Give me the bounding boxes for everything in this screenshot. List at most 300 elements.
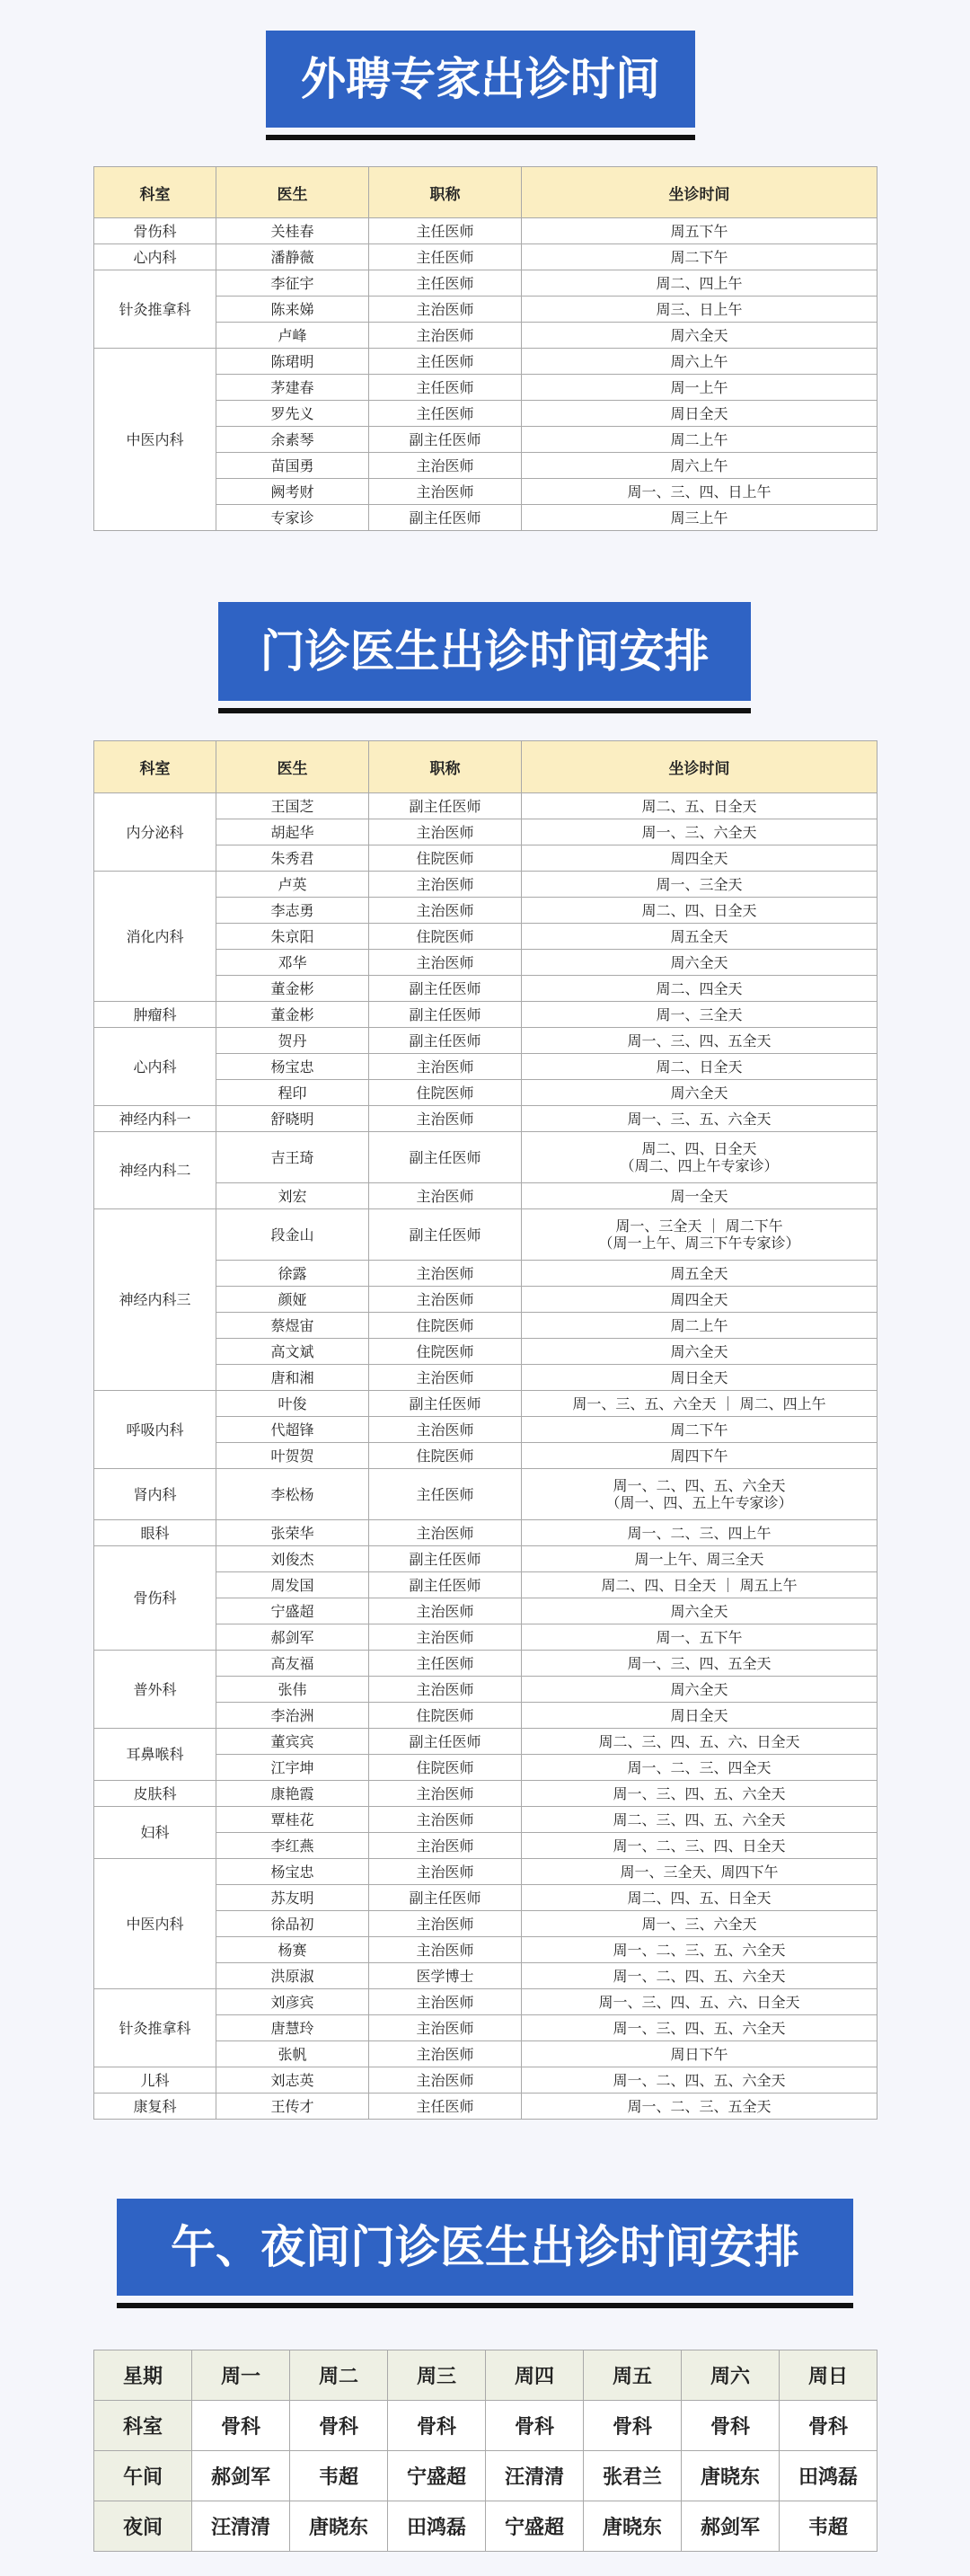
time-primary: 周一、三、五、六全天 ｜ 周二、四上午 bbox=[572, 1394, 826, 1412]
time-note: （周二、四上午专家诊） bbox=[620, 1157, 779, 1174]
time-primary: 周一、三、四、五全天 bbox=[627, 1654, 772, 1672]
time-cell bbox=[522, 1391, 877, 1417]
time-primary: 周一上午、周三全天 bbox=[634, 1550, 764, 1568]
title-cell: 主治医师 bbox=[369, 872, 522, 898]
time-cell bbox=[522, 1417, 877, 1443]
title-cell: 主任医师 bbox=[369, 375, 522, 401]
schedule-cell: 汪清清 bbox=[486, 2451, 584, 2501]
doctor-cell: 贺丹 bbox=[216, 1028, 369, 1054]
time-cell bbox=[522, 2067, 877, 2094]
time-cell bbox=[522, 1002, 877, 1028]
title-cell: 副主任医师 bbox=[369, 1885, 522, 1911]
schedule-cell: 骨科 bbox=[682, 2401, 780, 2451]
table-row bbox=[94, 2451, 877, 2501]
time-primary: 周一、三全天 bbox=[656, 875, 743, 893]
title-cell: 住院医师 bbox=[369, 1703, 522, 1729]
dept-cell: 骨伤科 bbox=[94, 218, 216, 244]
time-cell bbox=[522, 1781, 877, 1807]
header-dept: 科室 bbox=[94, 167, 216, 218]
title-cell: 主治医师 bbox=[369, 819, 522, 845]
table-row bbox=[94, 1546, 877, 1572]
time-primary: 周一、三全天 bbox=[656, 1005, 743, 1023]
time-primary: 周六全天 bbox=[670, 953, 728, 971]
dept-cell: 普外科 bbox=[94, 1651, 216, 1729]
doctor-cell: 唐慧玲 bbox=[216, 2015, 369, 2041]
doctor-cell: 覃桂花 bbox=[216, 1807, 369, 1833]
row-label: 午间 bbox=[94, 2451, 192, 2501]
time-primary: 周二下午 bbox=[670, 1421, 728, 1438]
schedule-cell: 骨科 bbox=[486, 2401, 584, 2451]
schedule-cell: 张君兰 bbox=[584, 2451, 682, 2501]
section3-underline bbox=[117, 2303, 853, 2308]
time-cell: 周三、日上午 bbox=[522, 297, 877, 323]
title-cell: 主治医师 bbox=[369, 1183, 522, 1209]
dept-cell: 神经内科三 bbox=[94, 1209, 216, 1391]
time-primary: 周一、三、六全天 bbox=[641, 1915, 757, 1933]
doctor-cell: 潘静薇 bbox=[216, 244, 369, 270]
title-cell: 主治医师 bbox=[369, 1781, 522, 1807]
time-cell bbox=[522, 793, 877, 819]
title-cell: 主治医师 bbox=[369, 2041, 522, 2067]
title-cell: 主治医师 bbox=[369, 323, 522, 349]
doctor-cell: 李松杨 bbox=[216, 1469, 369, 1520]
doctor-cell: 郝剑军 bbox=[216, 1624, 369, 1651]
dept-cell: 中医内科 bbox=[94, 1859, 216, 1989]
header-time: 坐诊时间 bbox=[522, 167, 877, 218]
title-cell: 主治医师 bbox=[369, 297, 522, 323]
time-cell: 周一上午 bbox=[522, 375, 877, 401]
dept-cell: 康复科 bbox=[94, 2094, 216, 2120]
doctor-cell: 专家诊 bbox=[216, 505, 369, 531]
schedule-cell: 唐晓东 bbox=[682, 2451, 780, 2501]
dept-cell: 内分泌科 bbox=[94, 793, 216, 872]
time-primary: 周六全天 bbox=[670, 1680, 728, 1698]
outpatient-schedule-table bbox=[93, 740, 877, 2120]
time-primary: 周一、二、四、五、六全天 bbox=[613, 2071, 786, 2089]
section2-banner bbox=[218, 602, 751, 701]
doctor-cell: 蔡煜宙 bbox=[216, 1313, 369, 1339]
doctor-cell: 江宇坤 bbox=[216, 1755, 369, 1781]
table-row bbox=[94, 872, 877, 898]
dept-cell: 肾内科 bbox=[94, 1469, 216, 1520]
time-primary: 周二、四全天 bbox=[656, 979, 743, 997]
header-title: 职称 bbox=[369, 741, 522, 793]
time-cell bbox=[522, 872, 877, 898]
title-cell: 主任医师 bbox=[369, 1469, 522, 1520]
time-primary: 周一、三、五、六全天 bbox=[627, 1110, 772, 1128]
doctor-cell: 叶俊 bbox=[216, 1391, 369, 1417]
title-cell: 主任医师 bbox=[369, 1651, 522, 1677]
title-cell: 副主任医师 bbox=[369, 1132, 522, 1183]
title-cell: 主治医师 bbox=[369, 453, 522, 479]
doctor-cell: 苏友明 bbox=[216, 1885, 369, 1911]
time-primary: 周二、五、日全天 bbox=[641, 797, 757, 815]
header-time: 坐诊时间 bbox=[522, 741, 877, 793]
time-cell: 周六全天 bbox=[522, 323, 877, 349]
time-cell bbox=[522, 1937, 877, 1963]
title-cell: 主治医师 bbox=[369, 1624, 522, 1651]
time-primary: 周四下午 bbox=[670, 1447, 728, 1465]
time-primary: 周一、三、六全天 bbox=[641, 823, 757, 841]
time-cell: 周六上午 bbox=[522, 349, 877, 375]
section2-underline bbox=[218, 708, 751, 713]
schedule-cell: 骨科 bbox=[388, 2401, 486, 2451]
doctor-cell: 杨宝忠 bbox=[216, 1859, 369, 1885]
schedule-cell: 唐晓东 bbox=[290, 2501, 388, 2552]
dept-cell: 妇科 bbox=[94, 1807, 216, 1859]
doctor-cell: 陈来娣 bbox=[216, 297, 369, 323]
time-primary: 周日全天 bbox=[670, 1368, 728, 1386]
title-cell: 主治医师 bbox=[369, 1598, 522, 1624]
time-cell bbox=[522, 1287, 877, 1313]
table-row bbox=[94, 244, 877, 270]
title-cell: 副主任医师 bbox=[369, 427, 522, 453]
doctor-cell: 董金彬 bbox=[216, 1002, 369, 1028]
doctor-cell: 阙考财 bbox=[216, 479, 369, 505]
title-cell: 主任医师 bbox=[369, 244, 522, 270]
title-cell: 住院医师 bbox=[369, 845, 522, 872]
header-thursday: 周四 bbox=[486, 2350, 584, 2401]
time-primary: 周一、三、四、五、六、日全天 bbox=[598, 1993, 800, 2011]
doctor-cell: 段金山 bbox=[216, 1209, 369, 1261]
title-cell: 主治医师 bbox=[369, 898, 522, 924]
time-cell: 周日全天 bbox=[522, 401, 877, 427]
time-cell bbox=[522, 1339, 877, 1365]
doctor-cell: 杨宝忠 bbox=[216, 1054, 369, 1080]
doctor-cell: 吉王琦 bbox=[216, 1132, 369, 1183]
title-cell: 副主任医师 bbox=[369, 1209, 522, 1261]
doctor-cell: 代超锋 bbox=[216, 1417, 369, 1443]
section3-title: 午、夜间门诊医生出诊时间安排 bbox=[171, 2221, 799, 2273]
table-row bbox=[94, 1209, 877, 1261]
time-cell bbox=[522, 1963, 877, 1989]
doctor-cell: 刘志英 bbox=[216, 2067, 369, 2094]
schedule-cell: 郝剑军 bbox=[682, 2501, 780, 2552]
time-cell: 周三上午 bbox=[522, 505, 877, 531]
header-wednesday: 周三 bbox=[388, 2350, 486, 2401]
doctor-cell: 李治洲 bbox=[216, 1703, 369, 1729]
title-cell: 主治医师 bbox=[369, 1365, 522, 1391]
title-cell: 主治医师 bbox=[369, 1989, 522, 2015]
dept-cell: 中医内科 bbox=[94, 349, 216, 531]
title-cell: 主治医师 bbox=[369, 1911, 522, 1937]
table-row bbox=[94, 218, 877, 244]
time-cell bbox=[522, 1807, 877, 1833]
schedule-cell: 宁盛超 bbox=[486, 2501, 584, 2552]
expert-schedule-table bbox=[93, 166, 877, 531]
title-cell: 副主任医师 bbox=[369, 505, 522, 531]
doctor-cell: 罗先义 bbox=[216, 401, 369, 427]
schedule-cell: 郝剑军 bbox=[192, 2451, 290, 2501]
time-cell bbox=[522, 1572, 877, 1598]
time-cell bbox=[522, 1546, 877, 1572]
header-friday: 周五 bbox=[584, 2350, 682, 2401]
schedule-cell: 韦超 bbox=[290, 2451, 388, 2501]
title-cell: 副主任医师 bbox=[369, 1028, 522, 1054]
time-cell bbox=[522, 1755, 877, 1781]
title-cell: 副主任医师 bbox=[369, 1729, 522, 1755]
time-primary: 周一、三全天 ｜ 周二下午 bbox=[615, 1217, 783, 1235]
time-cell bbox=[522, 1054, 877, 1080]
title-cell: 主治医师 bbox=[369, 1054, 522, 1080]
time-primary: 周一、二、三、四上午 bbox=[627, 1524, 772, 1542]
title-cell: 副主任医师 bbox=[369, 1546, 522, 1572]
doctor-cell: 余素琴 bbox=[216, 427, 369, 453]
title-cell: 副主任医师 bbox=[369, 976, 522, 1002]
title-cell: 主治医师 bbox=[369, 1287, 522, 1313]
time-cell bbox=[522, 1598, 877, 1624]
time-cell bbox=[522, 819, 877, 845]
time-cell bbox=[522, 2015, 877, 2041]
time-cell: 周二上午 bbox=[522, 427, 877, 453]
time-primary: 周五全天 bbox=[670, 927, 728, 945]
section1-title: 外聘专家出诊时间 bbox=[301, 53, 660, 105]
dept-cell: 心内科 bbox=[94, 1028, 216, 1106]
time-cell bbox=[522, 1729, 877, 1755]
doctor-cell: 董金彬 bbox=[216, 976, 369, 1002]
time-primary: 周六全天 bbox=[670, 1342, 728, 1360]
title-cell: 主任医师 bbox=[369, 2094, 522, 2120]
time-primary: 周二、四、五、日全天 bbox=[627, 1889, 772, 1907]
doctor-cell: 徐品初 bbox=[216, 1911, 369, 1937]
time-cell bbox=[522, 924, 877, 950]
doctor-cell: 陈珺明 bbox=[216, 349, 369, 375]
time-primary: 周一、二、四、五、六全天 bbox=[613, 1967, 786, 1985]
table-row bbox=[94, 1106, 877, 1132]
time-primary: 周日全天 bbox=[670, 1706, 728, 1724]
time-cell: 周一、三、四、日上午 bbox=[522, 479, 877, 505]
schedule-cell: 田鸿磊 bbox=[388, 2501, 486, 2552]
time-primary: 周二、三、四、五、六全天 bbox=[613, 1810, 786, 1828]
time-primary: 周一、二、四、五、六全天 bbox=[613, 1477, 786, 1494]
header-doctor: 医生 bbox=[216, 167, 369, 218]
schedule-cell: 宁盛超 bbox=[388, 2451, 486, 2501]
title-cell: 主治医师 bbox=[369, 1417, 522, 1443]
dept-cell: 针灸推拿科 bbox=[94, 1989, 216, 2067]
time-cell: 周二、四上午 bbox=[522, 270, 877, 297]
doctor-cell: 张荣华 bbox=[216, 1520, 369, 1546]
time-cell bbox=[522, 1443, 877, 1469]
time-cell bbox=[522, 1313, 877, 1339]
time-cell bbox=[522, 2094, 877, 2120]
doctor-cell: 刘宏 bbox=[216, 1183, 369, 1209]
title-cell: 主治医师 bbox=[369, 479, 522, 505]
schedule-cell: 田鸿磊 bbox=[780, 2451, 877, 2501]
time-primary: 周一全天 bbox=[670, 1187, 728, 1205]
time-cell bbox=[522, 1651, 877, 1677]
title-cell: 住院医师 bbox=[369, 1339, 522, 1365]
section3-banner bbox=[117, 2199, 853, 2296]
doctor-cell: 颜娅 bbox=[216, 1287, 369, 1313]
time-primary: 周一、三、四、五全天 bbox=[627, 1031, 772, 1049]
doctor-cell: 关桂春 bbox=[216, 218, 369, 244]
table-row bbox=[94, 1469, 877, 1520]
time-cell: 周五下午 bbox=[522, 218, 877, 244]
doctor-cell: 李红燕 bbox=[216, 1833, 369, 1859]
doctor-cell: 唐和湘 bbox=[216, 1365, 369, 1391]
time-cell bbox=[522, 1080, 877, 1106]
doctor-cell: 张帆 bbox=[216, 2041, 369, 2067]
header-dept: 科室 bbox=[94, 741, 216, 793]
time-cell bbox=[522, 898, 877, 924]
time-cell bbox=[522, 1209, 877, 1261]
schedule-cell: 骨科 bbox=[192, 2401, 290, 2451]
table-row bbox=[94, 1028, 877, 1054]
time-cell bbox=[522, 1703, 877, 1729]
time-cell bbox=[522, 950, 877, 976]
table-row bbox=[94, 1391, 877, 1417]
dept-cell: 肿瘤科 bbox=[94, 1002, 216, 1028]
title-cell: 住院医师 bbox=[369, 1080, 522, 1106]
time-cell bbox=[522, 1261, 877, 1287]
time-primary: 周六全天 bbox=[670, 1084, 728, 1102]
table-row bbox=[94, 2067, 877, 2094]
doctor-cell: 李征宇 bbox=[216, 270, 369, 297]
doctor-cell: 朱秀君 bbox=[216, 845, 369, 872]
title-cell: 住院医师 bbox=[369, 1755, 522, 1781]
dept-cell: 心内科 bbox=[94, 244, 216, 270]
title-cell: 副主任医师 bbox=[369, 1002, 522, 1028]
header-monday: 周一 bbox=[192, 2350, 290, 2401]
time-cell bbox=[522, 1989, 877, 2015]
doctor-cell: 刘俊杰 bbox=[216, 1546, 369, 1572]
time-cell bbox=[522, 1365, 877, 1391]
time-primary: 周二、四、日全天 bbox=[641, 901, 757, 919]
section1-underline bbox=[266, 135, 695, 140]
table-row bbox=[94, 1989, 877, 2015]
time-cell bbox=[522, 2041, 877, 2067]
doctor-cell: 刘彦宾 bbox=[216, 1989, 369, 2015]
time-cell bbox=[522, 976, 877, 1002]
table-row bbox=[94, 2401, 877, 2451]
title-cell: 住院医师 bbox=[369, 924, 522, 950]
dept-cell: 呼吸内科 bbox=[94, 1391, 216, 1469]
time-cell bbox=[522, 845, 877, 872]
time-primary: 周六全天 bbox=[670, 1602, 728, 1620]
title-cell: 主治医师 bbox=[369, 1261, 522, 1287]
table-row bbox=[94, 1807, 877, 1833]
doctor-cell: 高文斌 bbox=[216, 1339, 369, 1365]
title-cell: 医学博士 bbox=[369, 1963, 522, 1989]
table-row bbox=[94, 1729, 877, 1755]
time-primary: 周四全天 bbox=[670, 849, 728, 867]
title-cell: 主治医师 bbox=[369, 2015, 522, 2041]
time-primary: 周一、三全天、周四下午 bbox=[620, 1863, 779, 1881]
doctor-cell: 程印 bbox=[216, 1080, 369, 1106]
time-primary: 周一、二、三、四、日全天 bbox=[613, 1837, 786, 1855]
dept-cell: 神经内科一 bbox=[94, 1106, 216, 1132]
row-label: 夜间 bbox=[94, 2501, 192, 2552]
doctor-cell: 卢峰 bbox=[216, 323, 369, 349]
doctor-cell: 胡起华 bbox=[216, 819, 369, 845]
time-primary: 周二、三、四、五、六、日全天 bbox=[598, 1732, 800, 1750]
header-weekday-label: 星期 bbox=[94, 2350, 192, 2401]
doctor-cell: 王传才 bbox=[216, 2094, 369, 2120]
time-note: （周一、四、五上午专家诊） bbox=[605, 1494, 793, 1511]
doctor-cell: 周发国 bbox=[216, 1572, 369, 1598]
time-cell bbox=[522, 1911, 877, 1937]
doctor-cell: 王国芝 bbox=[216, 793, 369, 819]
time-primary: 周日下午 bbox=[670, 2045, 728, 2063]
title-cell: 主治医师 bbox=[369, 1833, 522, 1859]
doctor-cell: 邓华 bbox=[216, 950, 369, 976]
dept-cell: 耳鼻喉科 bbox=[94, 1729, 216, 1781]
title-cell: 主治医师 bbox=[369, 950, 522, 976]
header-tuesday: 周二 bbox=[290, 2350, 388, 2401]
time-note: （周一上午、周三下午专家诊） bbox=[598, 1235, 800, 1252]
doctor-cell: 高友福 bbox=[216, 1651, 369, 1677]
time-primary: 周五全天 bbox=[670, 1264, 728, 1282]
schedule-cell: 韦超 bbox=[780, 2501, 877, 2552]
time-primary: 周一、二、三、五全天 bbox=[627, 2097, 772, 2115]
table-row bbox=[94, 270, 877, 297]
doctor-cell: 舒晓明 bbox=[216, 1106, 369, 1132]
header-doctor: 医生 bbox=[216, 741, 369, 793]
title-cell: 主治医师 bbox=[369, 1520, 522, 1546]
header-sunday: 周日 bbox=[780, 2350, 877, 2401]
dept-cell: 骨伤科 bbox=[94, 1546, 216, 1651]
doctor-cell: 康艳霞 bbox=[216, 1781, 369, 1807]
table-row bbox=[94, 1781, 877, 1807]
table-row bbox=[94, 2501, 877, 2552]
title-cell: 主任医师 bbox=[369, 401, 522, 427]
doctor-cell: 杨赛 bbox=[216, 1937, 369, 1963]
time-primary: 周一、二、三、五、六全天 bbox=[613, 1941, 786, 1959]
doctor-cell: 朱京阳 bbox=[216, 924, 369, 950]
doctor-cell: 苗国勇 bbox=[216, 453, 369, 479]
title-cell: 主任医师 bbox=[369, 349, 522, 375]
header-title: 职称 bbox=[369, 167, 522, 218]
title-cell: 主任医师 bbox=[369, 270, 522, 297]
time-primary: 周二上午 bbox=[670, 1316, 728, 1334]
time-primary: 周一、三、四、五、六全天 bbox=[613, 2019, 786, 2037]
time-primary: 周四全天 bbox=[670, 1290, 728, 1308]
time-primary: 周二、四、日全天 bbox=[641, 1140, 757, 1157]
schedule-cell: 汪清清 bbox=[192, 2501, 290, 2552]
table-row bbox=[94, 1859, 877, 1885]
time-cell bbox=[522, 1469, 877, 1520]
table-row bbox=[94, 2094, 877, 2120]
time-cell bbox=[522, 1885, 877, 1911]
time-primary: 周二、日全天 bbox=[656, 1058, 743, 1076]
doctor-cell: 洪原淑 bbox=[216, 1963, 369, 1989]
schedule-cell: 唐晓东 bbox=[584, 2501, 682, 2552]
dept-cell: 针灸推拿科 bbox=[94, 270, 216, 349]
title-cell: 住院医师 bbox=[369, 1443, 522, 1469]
doctor-cell: 叶贺贺 bbox=[216, 1443, 369, 1469]
title-cell: 主任医师 bbox=[369, 218, 522, 244]
schedule-cell: 骨科 bbox=[584, 2401, 682, 2451]
dept-cell: 儿科 bbox=[94, 2067, 216, 2094]
time-cell bbox=[522, 1183, 877, 1209]
title-cell: 副主任医师 bbox=[369, 1572, 522, 1598]
time-cell bbox=[522, 1106, 877, 1132]
title-cell: 主治医师 bbox=[369, 1106, 522, 1132]
title-cell: 副主任医师 bbox=[369, 793, 522, 819]
title-cell: 主治医师 bbox=[369, 1677, 522, 1703]
doctor-cell: 张伟 bbox=[216, 1677, 369, 1703]
time-primary: 周一、三、四、五、六全天 bbox=[613, 1784, 786, 1802]
time-primary: 周一、五下午 bbox=[656, 1628, 743, 1646]
header-saturday: 周六 bbox=[682, 2350, 780, 2401]
title-cell: 住院医师 bbox=[369, 1313, 522, 1339]
time-cell bbox=[522, 1833, 877, 1859]
title-cell: 主治医师 bbox=[369, 2067, 522, 2094]
doctor-cell: 宁盛超 bbox=[216, 1598, 369, 1624]
dept-cell: 消化内科 bbox=[94, 872, 216, 1002]
time-cell bbox=[522, 1028, 877, 1054]
title-cell: 主治医师 bbox=[369, 1937, 522, 1963]
